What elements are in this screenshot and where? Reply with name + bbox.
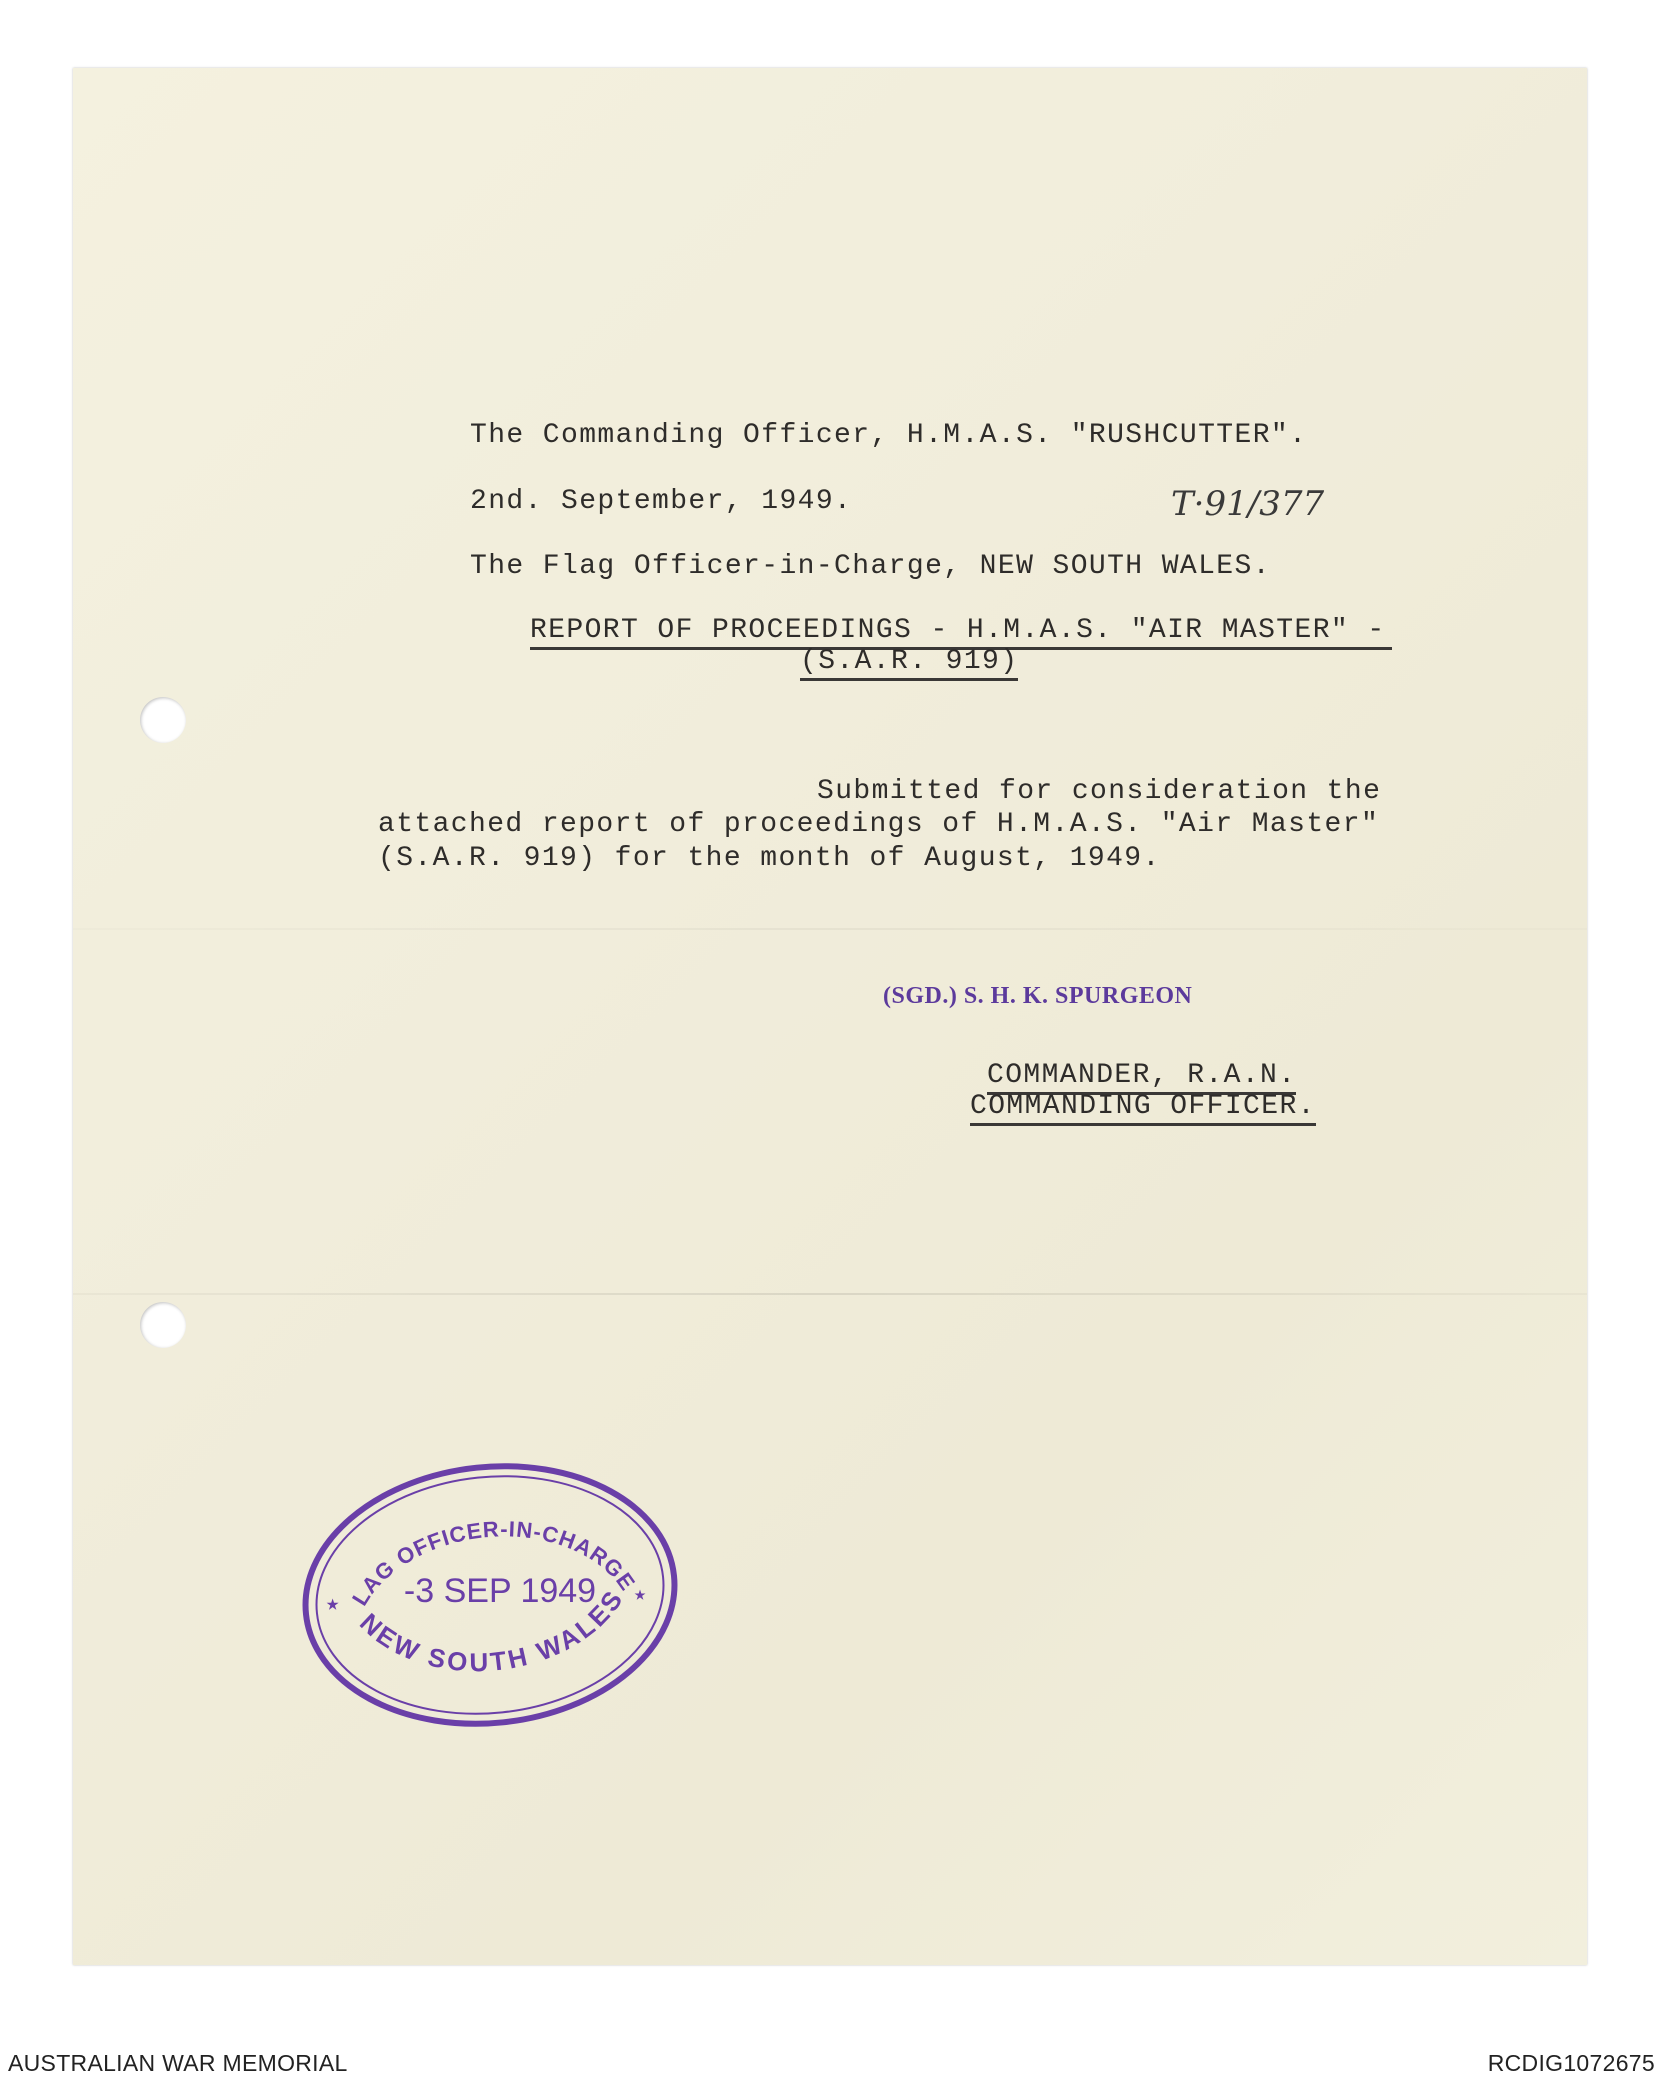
rank-line-2: COMMANDING OFFICER.: [970, 1093, 1316, 1126]
signature-stamp: (SGD.) S. H. K. SPURGEON: [883, 983, 1193, 1009]
received-date-stamp: [290, 1450, 690, 1740]
file-reference-text: T·91/377: [1171, 484, 1325, 524]
stamp-date-text: -3 SEP 1949: [403, 1572, 597, 1610]
punch-hole: [140, 1302, 186, 1348]
stamp-star-icon: ★: [634, 1584, 647, 1607]
date-line: 2nd. September, 1949.: [470, 486, 853, 517]
paper-crease: [73, 928, 1587, 930]
body-line-2: attached report of proceedings of H.M.A.S. "Air Master": [378, 809, 1380, 840]
body-line-1: Submitted for consideration the: [817, 776, 1382, 807]
footer-archive-name: AUSTRALIAN WAR MEMORIAL: [8, 2050, 348, 2076]
paper-crease: [73, 1293, 1587, 1295]
handwritten-file-reference: [1167, 475, 1357, 535]
stamp-top-text: FLAG OFFICER-IN-CHARGE: [347, 1516, 641, 1610]
footer-item-id: RCDIG1072675: [1487, 2050, 1655, 2076]
subject-line-1: REPORT OF PROCEEDINGS - H.M.A.S. "AIR MASTER" -: [530, 617, 1392, 650]
to-line: The Flag Officer-in-Charge, NEW SOUTH WALES.: [470, 551, 1271, 582]
stamp-bottom-text: NEW SOUTH WALES: [354, 1583, 630, 1678]
subject-line-2: (S.A.R. 919): [800, 648, 1018, 681]
from-line: The Commanding Officer, H.M.A.S. "RUSHCUTTER".: [470, 420, 1308, 451]
stamp-star-icon: ★: [326, 1592, 340, 1617]
rank-line-1: COMMANDER, R.A.N.: [987, 1062, 1296, 1095]
punch-hole: [140, 697, 186, 743]
body-line-3: (S.A.R. 919) for the month of August, 1949.: [378, 843, 1161, 874]
